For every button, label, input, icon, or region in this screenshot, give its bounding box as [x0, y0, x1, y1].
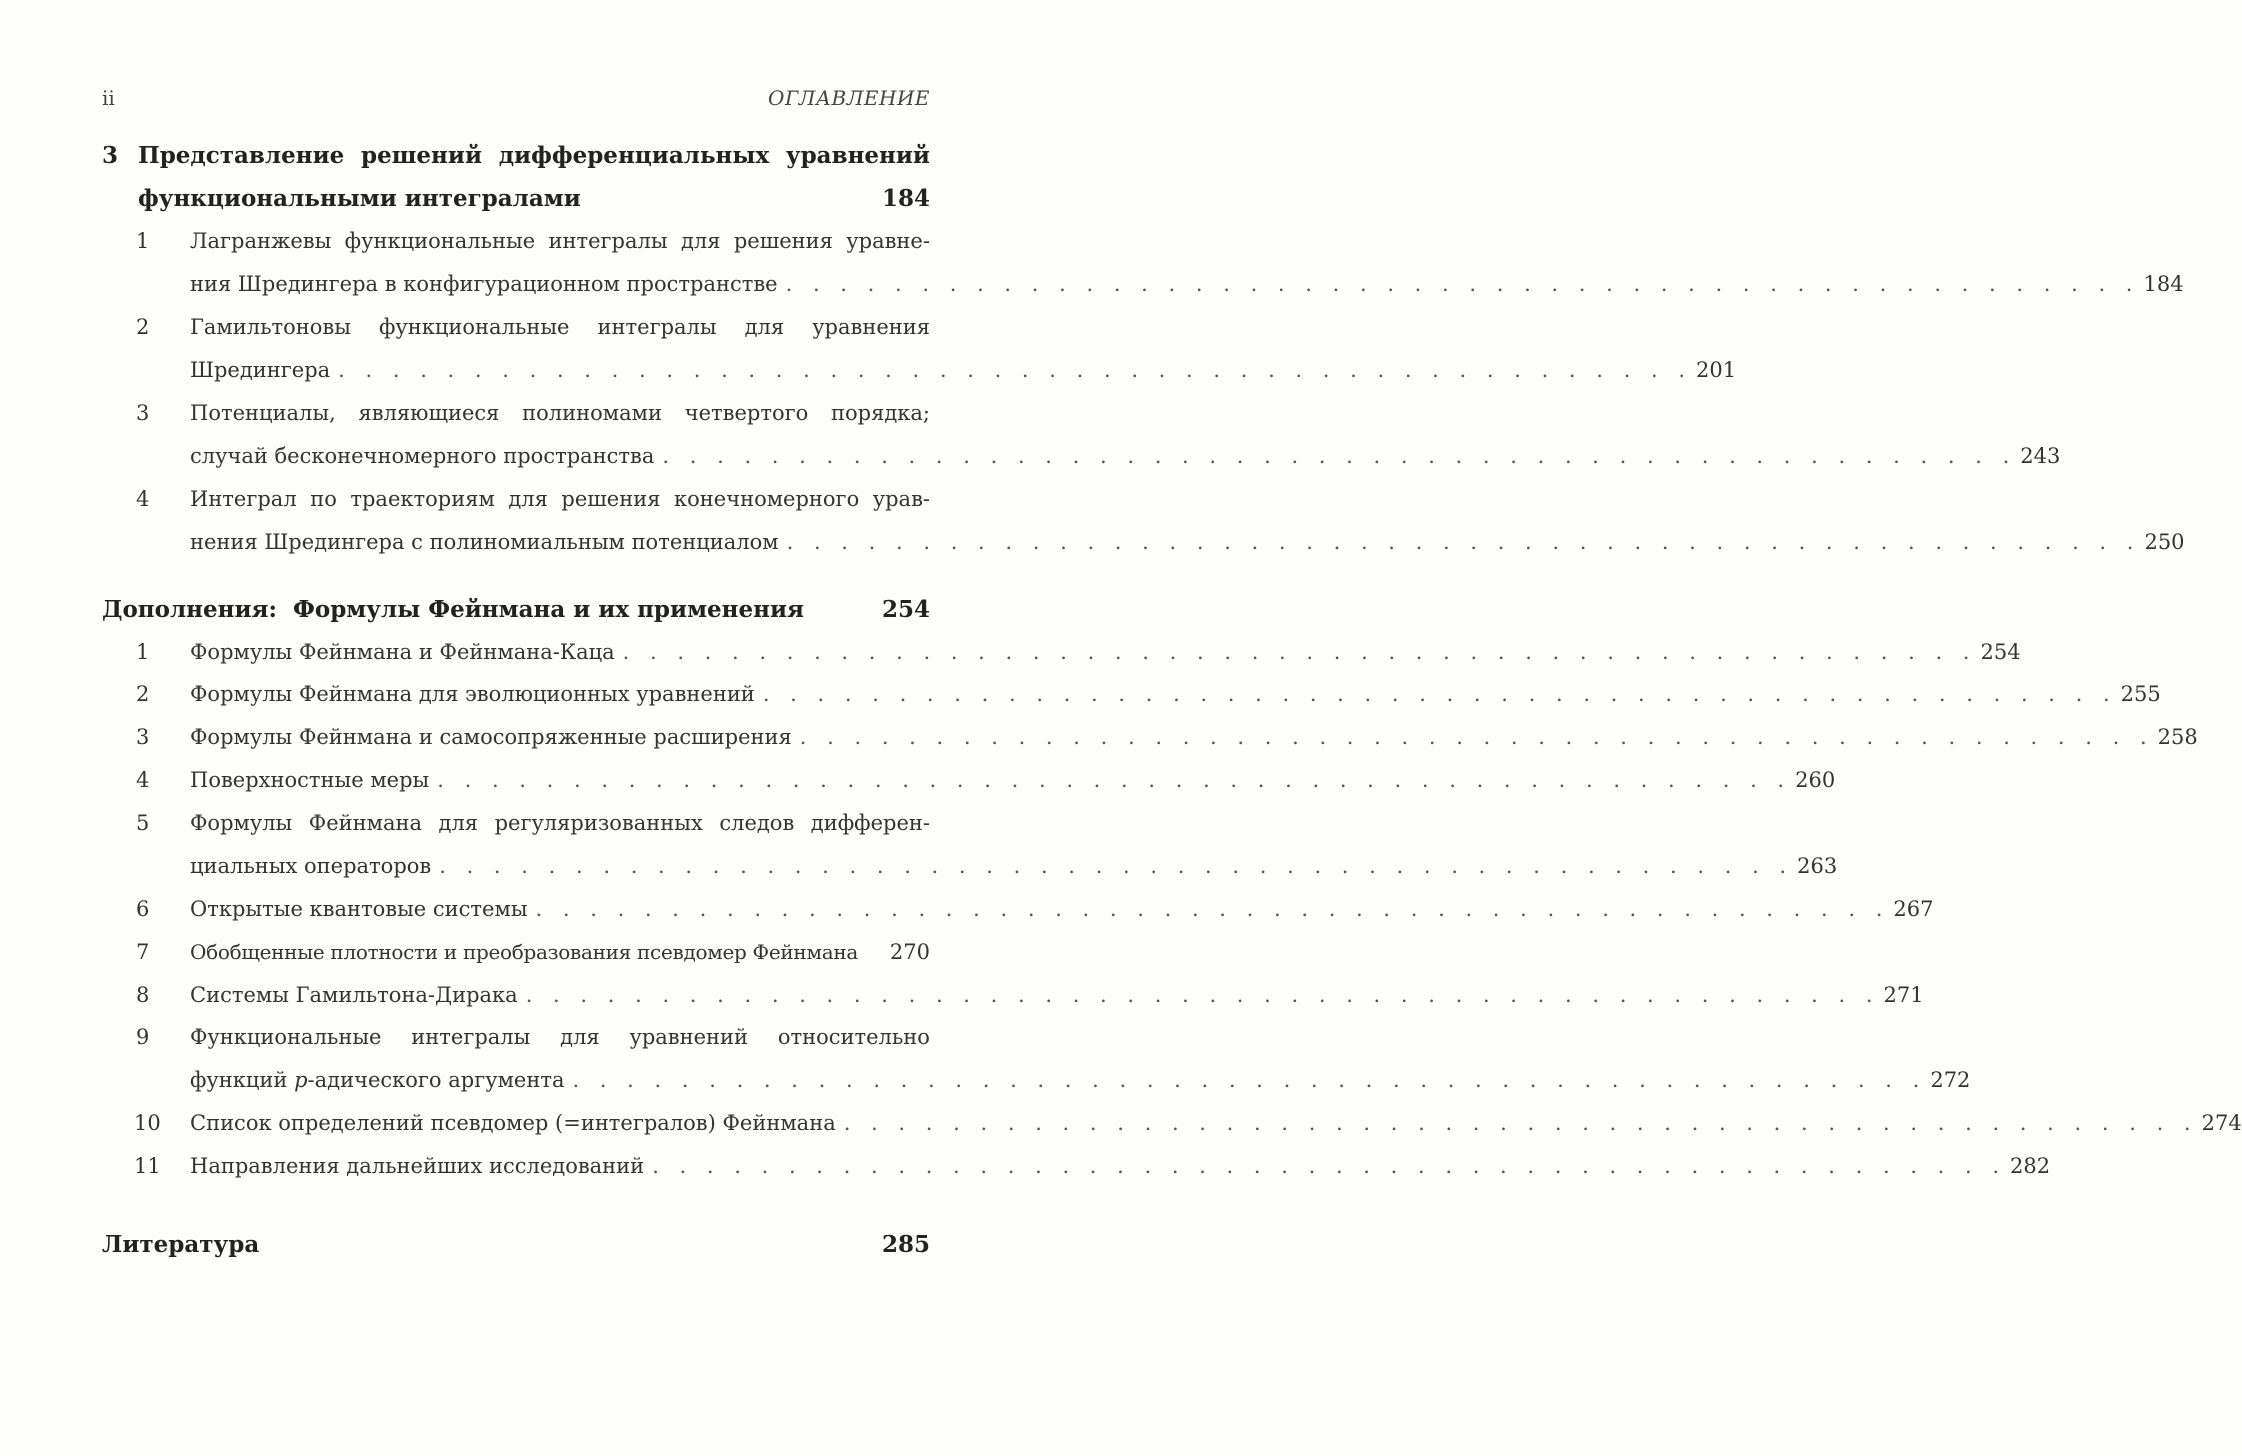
word: уравнения — [812, 315, 930, 339]
word: урав- — [872, 487, 930, 511]
entry-line — [190, 768, 1836, 792]
entry-title: Обобщенные плотности и преобразования псевдомер Фейнмана — [190, 940, 858, 964]
entry-title: ния Шредингера в конфигурационном пространстве — [190, 272, 778, 296]
leader-dots: . . . . . . . . . . . . . . . . . . . . . . . . . . . . . . . . . . . . . . . . . . . . . . . . . . — [843, 1111, 2198, 1135]
word: для — [680, 229, 721, 253]
leader-dots: . . . . . . . . . . . . . . . . . . . . . . . . . . . . . . . . . . . . . . . . . . . . . . . . . . — [799, 725, 2154, 749]
leader-dots: . . . . . . . . . . . . . . . . . . . . . . . . . . . . . . . . . . . . . . . . . . . . . . . . . . — [572, 1068, 1927, 1092]
chapter-page: 184 — [881, 185, 930, 212]
word: функциональные — [379, 315, 570, 339]
word: решения — [733, 229, 833, 253]
word: траекториям — [350, 487, 495, 511]
toc-entry-a-2[interactable] — [102, 682, 2161, 712]
toc-entry-3-2[interactable] — [102, 315, 930, 345]
word: Интеграл — [190, 487, 297, 511]
entry-page: 255 — [2120, 682, 2161, 706]
page-number: ii — [102, 86, 115, 110]
entry-line-1 — [190, 229, 930, 253]
section-number: 7 — [136, 940, 150, 964]
toc-entry-a-8[interactable] — [102, 983, 1924, 1013]
toc-entry-3-4[interactable] — [102, 487, 930, 517]
word: полиномами — [522, 401, 662, 425]
entry-line — [190, 682, 2161, 706]
leader-dots: . . . . . . . . . . . . . . . . . . . . . . . . . . . . . . . . . . . . . . . . . . . . . . . . . . — [762, 682, 2117, 706]
word: уравнений — [629, 1025, 749, 1049]
section-number: 5 — [136, 811, 150, 835]
toc-entry-a-11[interactable] — [102, 1154, 2051, 1184]
running-title: ОГЛАВЛЕНИЕ — [768, 86, 930, 110]
entry-title: циальных операторов — [190, 854, 432, 878]
references-page: 285 — [881, 1231, 930, 1258]
word: Гамильтоновы — [190, 315, 351, 339]
leader-dots: . . . . . . . . . . . . . . . . . . . . . . . . . . . . . . . . . . . . . . . . . . . . . . . . . . — [652, 1154, 2007, 1178]
leader-dots: . . . . . . . . . . . . . . . . . . . . . . . . . . . . . . . . . . . . . . . . . . . . . . . . . . — [525, 983, 1880, 1007]
chapter-3-heading-line-2[interactable] — [102, 185, 930, 215]
entry-title: Формулы Фейнмана для эволюционных уравнений — [190, 682, 755, 706]
toc-entry-3-3[interactable] — [102, 401, 930, 431]
entry-page: 272 — [1930, 1068, 1971, 1092]
section-number: 4 — [136, 487, 150, 511]
entry-title: Формулы Фейнмана и самосопряженные расширения — [190, 725, 792, 749]
word: Функциональные — [190, 1025, 382, 1049]
word: уравнений — [785, 142, 930, 169]
entry-title: Шредингера — [190, 358, 331, 382]
section-number: 1 — [136, 640, 150, 664]
section-number: 10 — [134, 1111, 161, 1135]
word: дифферен- — [810, 811, 930, 835]
word: интегралы — [411, 1025, 531, 1049]
toc-entry-a-6[interactable] — [102, 897, 1934, 927]
appendix-title: Дополнения: Формулы Фейнмана и их применения — [102, 596, 805, 623]
word: относительно — [777, 1025, 930, 1049]
entry-line-1 — [190, 1025, 930, 1049]
entry-title: Системы Гамильтона-Дирака — [190, 983, 518, 1007]
word: конечномерного — [674, 487, 860, 511]
word: порядка; — [831, 401, 930, 425]
section-number: 8 — [136, 983, 150, 1007]
entry-title: случай бесконечномерного пространства — [190, 444, 655, 468]
math-p: p — [294, 1068, 308, 1092]
word: решений — [360, 142, 483, 169]
word: Потенциалы, — [190, 401, 336, 425]
toc-entry-a-5[interactable] — [102, 811, 930, 841]
toc-entry-a-3[interactable] — [102, 725, 2198, 755]
leader-dots: . . . . . . . . . . . . . . . . . . . . . . . . . . . . . . . . . . . . . . . . . . . . . . . . . . — [535, 897, 1890, 921]
entry-page: 282 — [2010, 1154, 2051, 1178]
entry-line — [190, 897, 1934, 921]
entry-line — [190, 940, 930, 964]
entry-title: Список определений псевдомер (=интегралов) Фейнмана — [190, 1111, 836, 1135]
entry-page: 263 — [1797, 854, 1838, 878]
entry-page: 270 — [889, 940, 930, 964]
entry-line — [190, 1154, 2051, 1178]
section-number: 3 — [136, 725, 150, 749]
toc-entry-3-4-cont[interactable] — [102, 530, 2185, 560]
toc-entry-a-5-cont[interactable] — [102, 854, 1838, 884]
entry-line-2 — [190, 530, 2185, 554]
entry-title: нения Шредингера с полиномиальным потенциалом — [190, 530, 779, 554]
entry-page: 258 — [2157, 725, 2198, 749]
word: регуляризованных — [494, 811, 703, 835]
entry-title: Направления дальнейших исследований — [190, 1154, 645, 1178]
leader-dots: . . . . . . . . . . . . . . . . . . . . . . . . . . . . . . . . . . . . . . . . . . . . . . . . . . — [622, 640, 1977, 664]
leader-dots: . . . . . . . . . . . . . . . . . . . . . . . . . . . . . . . . . . . . . . . . . . . . . . . . . . — [662, 444, 2017, 468]
section-number: 6 — [136, 897, 150, 921]
entry-page: 243 — [2020, 444, 2061, 468]
entry-line — [190, 640, 2021, 664]
toc-entry-a-7[interactable] — [102, 940, 930, 970]
word: интегралы — [548, 229, 668, 253]
entry-page: 260 — [1795, 768, 1836, 792]
entry-page: 267 — [1893, 897, 1934, 921]
section-number: 2 — [136, 315, 150, 339]
entry-page: 184 — [2143, 272, 2184, 296]
word: четвертого — [684, 401, 809, 425]
toc-entry-a-4[interactable] — [102, 768, 1836, 798]
toc-entry-3-1-cont[interactable] — [102, 272, 2184, 302]
word: для — [438, 811, 479, 835]
appendix-page: 254 — [881, 596, 930, 623]
toc-entry-a-10[interactable] — [102, 1111, 2242, 1141]
entry-title: функций p-адического аргумента — [190, 1068, 565, 1092]
entry-page: 274 — [2201, 1111, 2242, 1135]
toc-entry-a-9-cont[interactable] — [102, 1068, 1971, 1098]
entry-line — [190, 983, 1924, 1007]
entry-page: 201 — [1696, 358, 1737, 382]
appendix-heading[interactable] — [102, 596, 930, 626]
entry-title: Открытые квантовые системы — [190, 897, 528, 921]
entry-page: 250 — [2144, 530, 2185, 554]
word: Представление — [138, 142, 345, 169]
toc-entry-3-2-cont[interactable] — [102, 358, 1737, 388]
leader-dots: . . . . . . . . . . . . . . . . . . . . . . . . . . . . . . . . . . . . . . . . . . . . . . . . . . — [785, 272, 2140, 296]
section-number: 9 — [136, 1025, 150, 1049]
leader-dots: . . . . . . . . . . . . . . . . . . . . . . . . . . . . . . . . . . . . . . . . . . . . . . . . . . — [437, 768, 1792, 792]
chapter-title-line-2: функциональными интегралами — [138, 185, 581, 212]
entry-line-1 — [190, 811, 930, 835]
references-title: Литература — [102, 1231, 260, 1258]
leader-dots: . . . . . . . . . . . . . . . . . . . . . . . . . . . . . . . . . . . . . . . . . . . . . . . . . . — [439, 854, 1794, 878]
references-heading[interactable] — [102, 1231, 930, 1261]
word: следов — [719, 811, 795, 835]
section-number: 1 — [136, 229, 150, 253]
entry-line-2 — [190, 1068, 1971, 1092]
word: Фейнмана — [308, 811, 423, 835]
entry-line-1 — [190, 315, 930, 339]
entry-title: Поверхностные меры — [190, 768, 430, 792]
entry-title: Формулы Фейнмана и Фейнмана-Каца — [190, 640, 615, 664]
entry-line — [190, 1111, 2242, 1135]
entry-line-2 — [190, 358, 1737, 382]
entry-line — [190, 725, 2198, 749]
word: являющиеся — [358, 401, 500, 425]
section-number: 2 — [136, 682, 150, 706]
word: дифференциальных — [498, 142, 770, 169]
word: для — [744, 315, 785, 339]
toc-entry-a-1[interactable] — [102, 640, 2021, 670]
entry-page: 254 — [1980, 640, 2021, 664]
leader-dots: . . . . . . . . . . . . . . . . . . . . . . . . . . . . . . . . . . . . . . . . . . . . . . . . . . — [786, 530, 2141, 554]
word: для — [508, 487, 548, 511]
section-number: 4 — [136, 768, 150, 792]
word: функциональные — [344, 229, 536, 253]
word: для — [560, 1025, 600, 1049]
section-number: 11 — [134, 1154, 161, 1178]
entry-line-2 — [190, 444, 2061, 468]
word: интегралы — [597, 315, 717, 339]
chapter-title-line-1 — [138, 142, 930, 169]
word: решения — [561, 487, 661, 511]
entry-line-1 — [190, 401, 930, 425]
chapter-number: 3 — [102, 142, 119, 169]
entry-page: 271 — [1883, 983, 1924, 1007]
word: уравне- — [846, 229, 930, 253]
word: Лагранжевы — [190, 229, 332, 253]
section-number: 3 — [136, 401, 150, 425]
entry-line-1 — [190, 487, 930, 511]
running-head — [102, 86, 930, 114]
toc-entry-a-9[interactable] — [102, 1025, 930, 1055]
word: Формулы — [190, 811, 293, 835]
chapter-3-heading[interactable] — [102, 142, 930, 172]
entry-line-2 — [190, 272, 2184, 296]
leader-dots: . . . . . . . . . . . . . . . . . . . . . . . . . . . . . . . . . . . . . . . . . . . . . . . . . . — [338, 358, 1693, 382]
toc-entry-3-3-cont[interactable] — [102, 444, 2061, 474]
entry-line-2 — [190, 854, 1838, 878]
toc-entry-3-1[interactable] — [102, 229, 930, 259]
word: по — [310, 487, 337, 511]
